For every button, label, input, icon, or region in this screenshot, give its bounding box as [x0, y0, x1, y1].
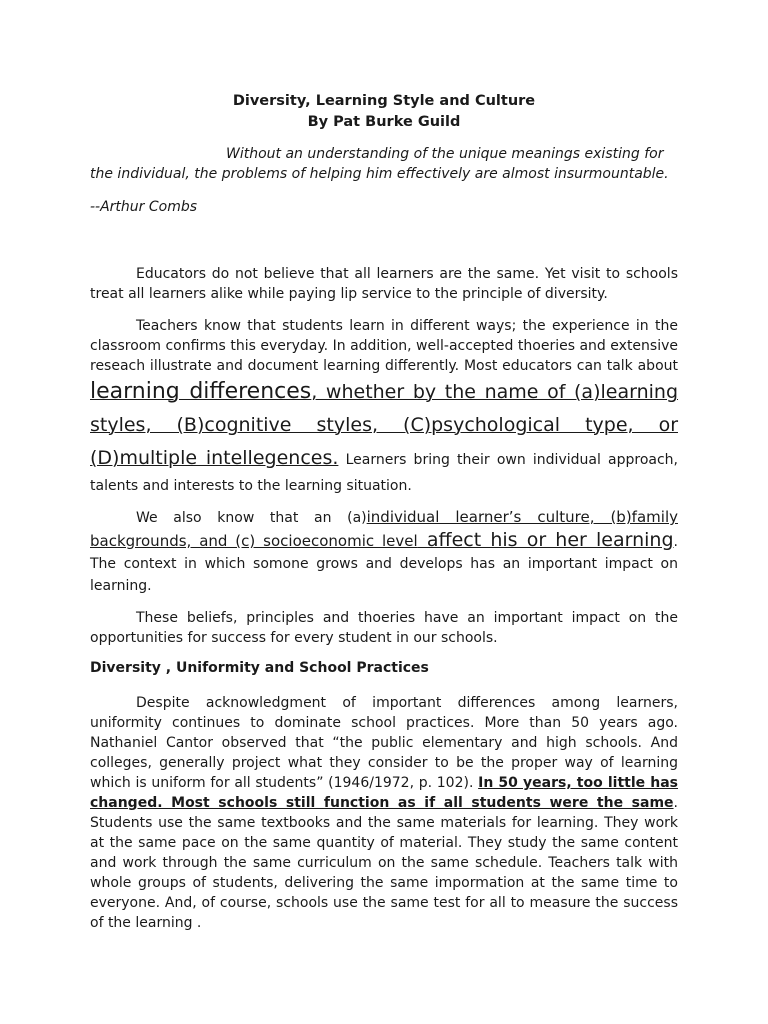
quote-line-1: Without an understanding of the unique meanings existing for: [226, 146, 664, 162]
document-byline: By Pat Burke Guild: [307, 114, 461, 130]
section-heading: Diversity , Uniformity and School Practices: [90, 660, 429, 676]
paragraph-3-start: We also know that an (a): [136, 510, 367, 526]
paragraph-3-end: . The context in which somone grows and develops has an important impact on learning.: [90, 534, 678, 594]
learning-differences-text: learning differences: [90, 379, 312, 404]
paragraph-1: Educators do not believe that all learners are the same. Yet visit to schools treat all learners alike while paying lip service to the principle of diversity.: [90, 266, 678, 302]
affect-learning-text: affect his or her learning: [417, 529, 674, 551]
paragraph-5-start: Despite acknowledgment of important differences among learners, uniformity continues to dominate school practices. More than 50 years ago. Nathaniel Cantor observed that “the public elementary and high schools. And colleges, generally project what they consider to be the proper way of learning which is uniform for all students” (1946/1972, p. 102).: [90, 695, 678, 791]
paragraph-2: [90, 316, 678, 496]
paragraph-2-start: Teachers know that students learn in different ways; the experience in the classroom confirms this everyday. In addition, well-accepted thoeries and extensive reseach illustrate and document learning differently. Most educators can talk about: [90, 318, 678, 374]
paragraph-4: These beliefs, principles and thoeries have an important impact on the opportunities for success for every student in our schools.: [90, 610, 678, 646]
paragraph-5-bold: In 50 years, too little has changed. Most schools still function as if all students were the same: [90, 775, 679, 811]
paragraph-5: [90, 693, 678, 933]
paragraph-5-end: . Students use the same textbooks and the same materials for learning. They work at the same pace on the same quantity of material. They study the same content and work through the same curriculum on the same schedule. Teachers talk with whole groups of students, delivering the same impormation at the same time to everyone. And, of course, schools use the same test for all to measure the success of the learning .: [90, 795, 678, 931]
culture-factors-text: individual learner’s culture, (b)family backgrounds, and (c) socioeconomic level: [90, 508, 678, 550]
quote-attribution: --Arthur Combs: [90, 199, 198, 215]
paragraph-2-end: Learners bring their own individual approach, talents and interests to the learning situation.: [90, 452, 678, 494]
document-title: Diversity, Learning Style and Culture: [232, 93, 536, 109]
paragraph-3: [90, 506, 678, 597]
learning-styles-list: , whether by the name of (a)learning styles, (B)cognitive styles, (C)psychological type, or (D)multiple intellegences.: [90, 381, 679, 469]
quote-line-2: the individual, the problems of helping him effectively are almost insurmountable.: [90, 166, 669, 182]
